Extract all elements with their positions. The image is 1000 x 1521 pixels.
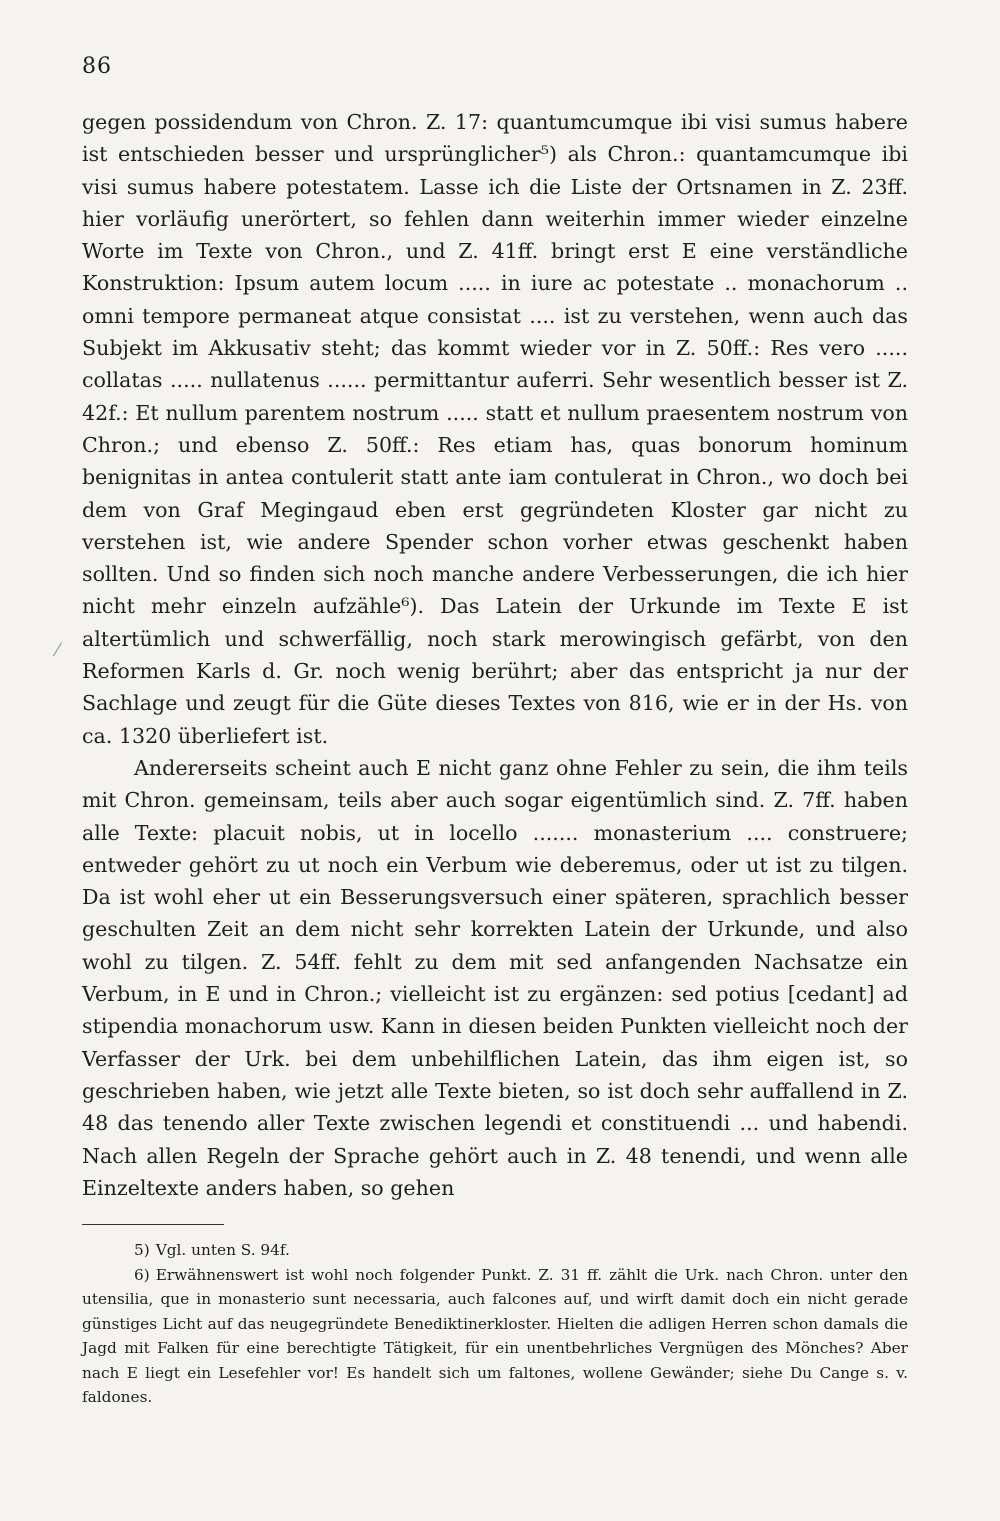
page-number: 86 [82, 54, 112, 79]
footnote-6 [82, 1263, 908, 1410]
footnote-divider [82, 1224, 224, 1225]
main-text [82, 106, 908, 1204]
footnote-5 [82, 1238, 908, 1263]
footnote-text: Erwähnenswert ist wohl noch folgender Punkt. Z. 31 ff. zählt die Urk. nach Chron. unter den utensilia, que in monasterio sunt necessaria, auch falcones auf, und wirft damit doch ein nicht gerade günstiges Licht auf das neugegründete Benediktinerkloster. Hielten die adligen Herren schon damals die Jagd mit Falken für eine berechtigte Tätigkeit, für ein unentbehrliches Vergnügen des Mönches? Aber nach E liegt ein Lesefehler vor! Es handelt sich um faltones, wollene Gewänder; siehe Du Cange s. v. faldones. [82, 1265, 908, 1406]
footnote-text: Vgl. unten S. 94f. [155, 1241, 290, 1259]
paragraph: gegen possidendum von Chron. Z. 17: quantumcumque ibi visi sumus habere ist entschieden besser und ursprünglicher⁵) als Chron.: quantamcumque ibi visi sumus habere potestatem. Lasse ich die Liste der Ortsnamen in Z. 23ff. hier vorläufig unerörtert, so fehlen dann weiterhin immer wieder einzelne Worte im Texte von Chron., und Z. 41ff. bringt erst E eine verständliche Konstruktion: Ipsum autem locum ..... in iure ac potestate .. monachorum .. omni tempore permaneat atque consistat .... ist zu verstehen, wenn auch das Subjekt im Akkusativ steht; das kommt wieder vor in Z. 50ff.: Res vero ..... collatas ..... nullatenus ...... permittantur auferri. Sehr wesentlich besser ist Z. 42f.: Et nullum parentem nostrum ..... statt et nullum praesentem nostrum von Chron.; und ebenso Z. 50ff.: Res etiam has, quas bonorum hominum benignitas in antea contulerit statt ante iam contulerat in Chron., wo doch bei dem von Graf Megingaud eben erst gegründeten Kloster gar nicht zu verstehen ist, wie andere Spender schon vorher etwas geschenkt haben sollten. Und so finden sich noch manche andere Verbesserungen, die ich hier nicht mehr einzeln aufzähle⁶). Das Latein der Urkunde im Texte E ist altertümlich und schwerfällig, noch stark merowingisch gefärbt, von den Reformen Karls d. Gr. noch wenig berührt; aber das entspricht ja nur der Sachlage und zeugt für die Güte dieses Textes von 816, wie er in der Hs. von ca. 1320 überliefert ist. [82, 110, 908, 748]
footnote-number: 5) [134, 1241, 150, 1259]
margin-pencil-mark: ⁄ [56, 640, 60, 661]
footnotes [82, 1238, 908, 1410]
paragraph: Andererseits scheint auch E nicht ganz ohne Fehler zu sein, die ihm teils mit Chron. gemeinsam, teils aber auch sogar eigentümlich sind. Z. 7ff. haben alle Texte: placuit nobis, ut in locello ....... monasterium .... construere; entweder gehört zu ut noch ein Verbum wie deberemus, oder ut ist zu tilgen. Da ist wohl eher ut ein Besserungsversuch einer späteren, sprachlich besser geschulten Zeit an dem nicht sehr korrekten Latein der Urkunde, und also wohl zu tilgen. Z. 54ff. fehlt zu dem mit sed anfangenden Nachsatze ein Verbum, in E und in Chron.; vielleicht ist zu ergänzen: sed potius [cedant] ad stipendia monachorum usw. Kann in diesen beiden Punkten vielleicht noch der Verfasser der Urk. bei dem unbehilflichen Latein, das ihm eigen ist, so geschrieben haben, wie jetzt alle Texte bieten, so ist doch sehr auffallend in Z. 48 das tenendo aller Texte zwischen legendi et constituendi ... und habendi. Nach allen Regeln der Sprache gehört auch in Z. 48 tenendi, und wenn alle Einzeltexte anders haben, so gehen [82, 755, 908, 1200]
footnote-number: 6) [134, 1265, 150, 1284]
